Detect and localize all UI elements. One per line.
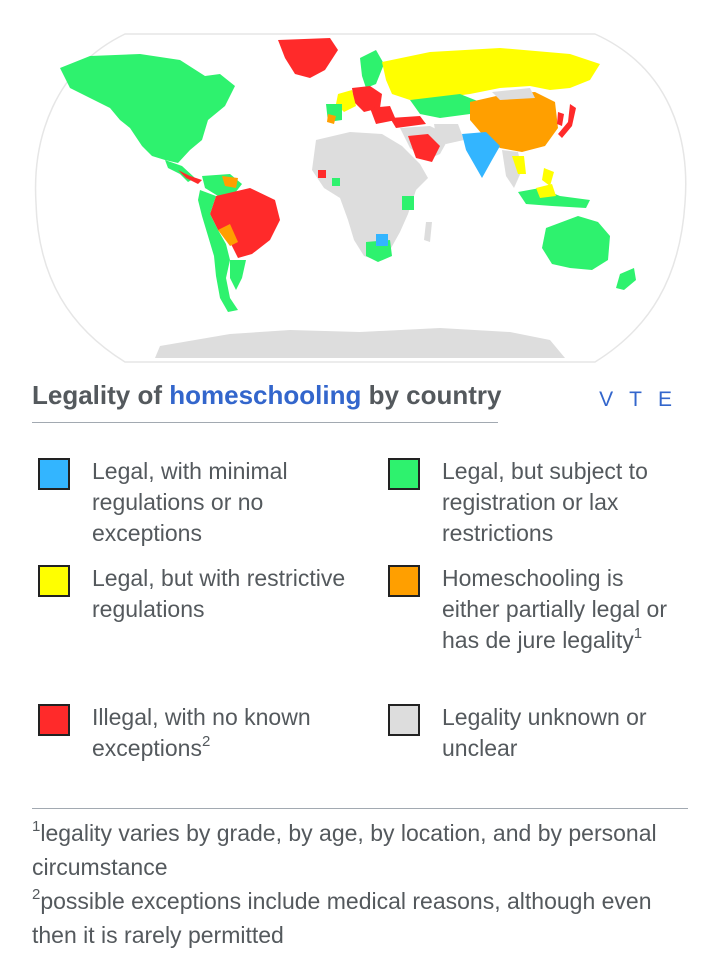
homeschooling-link[interactable]: homeschooling	[169, 380, 362, 410]
legend-label: Legality unknown or unclear	[442, 704, 647, 761]
footnote-ref-2[interactable]: 2	[201, 733, 211, 750]
title-underline	[32, 422, 498, 423]
africa-green-west	[332, 178, 340, 186]
view-link[interactable]: V	[599, 388, 614, 411]
talk-link[interactable]: T	[629, 388, 642, 411]
legend-swatch-blue	[38, 458, 70, 490]
kenya	[402, 196, 414, 210]
map-title	[32, 380, 502, 411]
namibia-blue	[376, 234, 388, 246]
legend-label: Legal, but subject to registration or lax restrictions	[442, 458, 648, 546]
legend-label: Homeschooling is either partially legal or has de jure legality$^1$	[442, 565, 668, 653]
caption-header	[32, 380, 688, 420]
notes-divider	[32, 808, 688, 809]
africa-west-red	[318, 170, 326, 178]
legend-swatch-red	[38, 704, 70, 736]
footnote-ref-1[interactable]: 1	[633, 625, 643, 642]
legend-label: Legal, with minimal regulations or no exceptions	[92, 458, 288, 546]
title-prefix: Legality of	[32, 380, 170, 410]
legend-swatch-green	[388, 458, 420, 490]
legend-swatch-orange	[388, 565, 420, 597]
world-map[interactable]	[30, 28, 690, 368]
legend-swatch-yellow	[38, 565, 70, 597]
footnotes	[32, 816, 692, 952]
navbox-links	[583, 388, 672, 412]
legend-swatch-grey	[388, 704, 420, 736]
legend-label: Illegal, with no known exceptions$^2$	[92, 704, 311, 761]
edit-link[interactable]: E	[657, 388, 672, 411]
title-suffix: by country	[361, 380, 502, 410]
footnote-2: $^2$possible exceptions include medical reasons, although even then it is rarely permitted	[32, 886, 652, 948]
legend-label: Legal, but with restrictive regulations	[92, 565, 346, 622]
footnote-1: $^1$legality varies by grade, by age, by location, and by personal circumstance	[32, 818, 657, 880]
